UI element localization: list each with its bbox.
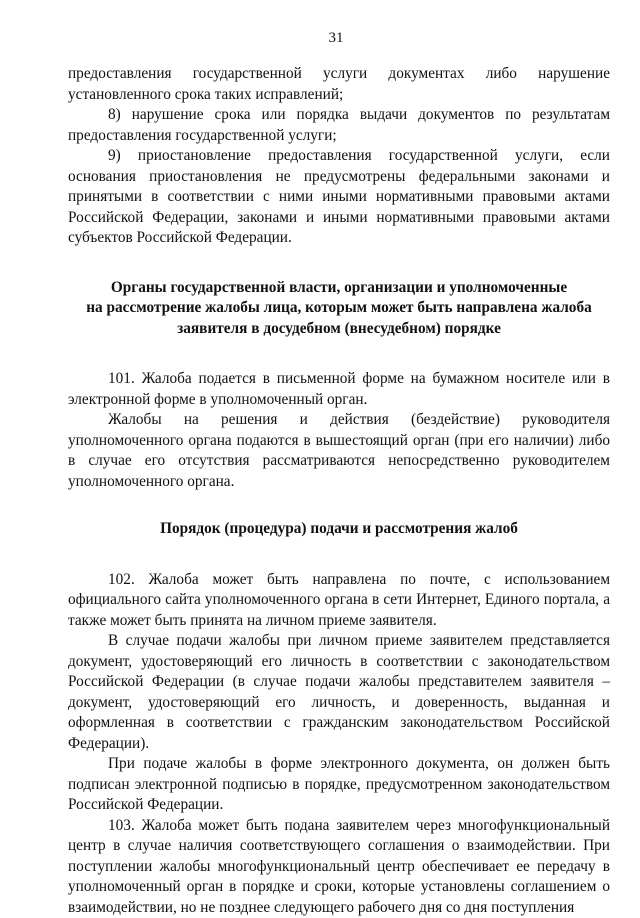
paragraph-electronic-document: При подаче жалобы в форме электронного документа, он должен быть подписан электронной подписью в порядке, предусмотренном законодательством Российской Федерации. xyxy=(68,754,610,816)
section-heading-organs xyxy=(68,278,610,340)
section-heading-procedure: Порядок (процедура) подачи и рассмотрения жалоб xyxy=(68,519,610,540)
paragraph-101: 101. Жалоба подается в письменной форме на бумажном носителе или в электронной форме в уполномоченный орган. xyxy=(68,369,610,410)
spacer xyxy=(68,492,610,519)
heading-line: заявителя в досудебном (внесудебном) порядке xyxy=(177,320,501,337)
paragraph-item-8: 8) нарушение срока или порядка выдачи документов по результатам предоставления государственной услуги; xyxy=(68,105,610,146)
paragraph-complaints-head: Жалобы на решения и действия (бездействие) руководителя уполномоченного органа подаются в вышестоящий орган (при его наличии) либо в случае его отсутствия рассматриваются непосредственно руководителем уполномоченного органа. xyxy=(68,410,610,492)
spacer xyxy=(68,540,610,570)
paragraph-103: 103. Жалоба может быть подана заявителем через многофункциональный центр в случае наличия соответствующего соглашения о взаимодействии. При поступлении жалобы многофункциональный центр обеспечивает ее передачу в уполномоченный орган в порядке и сроки, которые установлены соглашением о взаимодействии, но не позднее следующего рабочего дня со дня поступления xyxy=(68,816,610,918)
page-number: 31 xyxy=(68,30,610,47)
heading-line: на рассмотрение жалобы лица, которым может быть направлена жалоба xyxy=(86,299,592,316)
spacer xyxy=(68,249,610,278)
paragraph-continuation: предоставления государственной услуги документах либо нарушение установленного срока таких исправлений; xyxy=(68,64,610,105)
spacer xyxy=(68,339,610,369)
paragraph-102: 102. Жалоба может быть направлена по почте, с использованием официального сайта уполномоченного органа в сети Интернет, Единого портала, а также может быть принята на личном приеме заявителя. xyxy=(68,570,610,632)
paragraph-item-9: 9) приостановление предоставления государственной услуги, если основания приостановления не предусмотрены федеральными законами и принятыми в соответствии с ними иными нормативными правовыми актами Российской Федерации, законами и иными нормативными правовыми актами субъектов Российской Федерации. xyxy=(68,146,610,249)
paragraph-personal-reception: В случае подачи жалобы при личном приеме заявителем представляется документ, удостоверяющий его личность в соответствии с законодательством Российской Федерации (в случае подачи жалобы представителем заявителя – документ, удостоверяющий его личность, и доверенность, выданная и оформленная в соответствии с гражданским законодательством Российской Федерации). xyxy=(68,631,610,754)
heading-line: Органы государственной власти, организации и уполномоченные xyxy=(111,279,567,296)
